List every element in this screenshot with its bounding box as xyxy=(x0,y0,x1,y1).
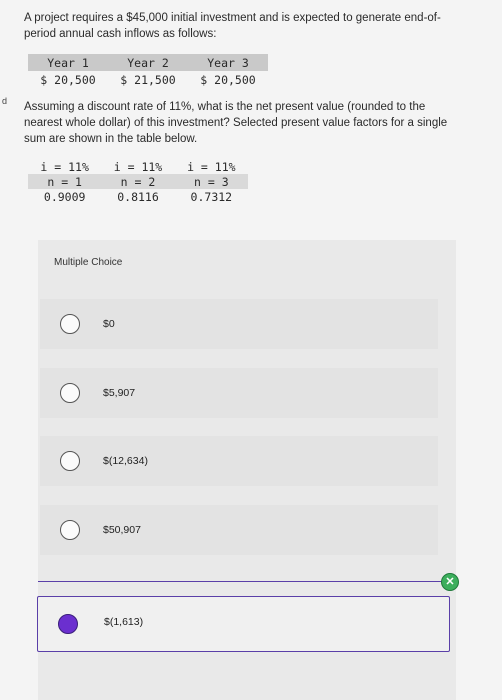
answer-focus-line xyxy=(38,581,442,582)
option-row-4[interactable] xyxy=(40,505,438,555)
pv-factor-n1: 0.9009 xyxy=(43,189,86,204)
cash-flow-value-year1: $ 20,500 xyxy=(40,72,96,87)
option-row-5[interactable] xyxy=(37,596,450,652)
cash-flow-value-year2: $ 21,500 xyxy=(120,72,176,87)
question-prompt-line2: nearest whole dollar) of this investment? Selected present value factors for a single xyxy=(24,117,448,129)
option-label-3: $(12,634) xyxy=(103,455,148,467)
option-radio-3[interactable] xyxy=(60,451,80,471)
option-label-5: $(1,613) xyxy=(104,616,144,628)
option-row-1[interactable] xyxy=(40,299,438,349)
cash-flow-header-year1: Year 1 xyxy=(47,55,89,70)
option-radio-1[interactable] xyxy=(60,314,80,334)
pv-rate-row xyxy=(28,159,248,174)
multiple-choice-title: Multiple Choice xyxy=(54,257,123,268)
option-label-2: $5,907 xyxy=(103,387,136,399)
pv-period-row xyxy=(28,174,248,189)
option-label-1: $0 xyxy=(103,318,115,330)
incorrect-x-icon: ✕ xyxy=(441,573,459,591)
option-label-4: $50,907 xyxy=(103,524,141,536)
cash-flow-value-row xyxy=(28,71,268,88)
question-intro-line1: A project requires a $45,000 initial investment and is expected to generate end-of- xyxy=(24,12,441,24)
pv-period-n2: n = 2 xyxy=(120,174,156,189)
cash-flow-table xyxy=(28,54,268,88)
question-prompt-line3: sum are shown in the table below. xyxy=(24,133,198,145)
margin-mark: d xyxy=(2,96,8,106)
cash-flow-value-year3: $ 20,500 xyxy=(200,72,256,87)
cash-flow-header-year3: Year 3 xyxy=(207,55,249,70)
option-row-2[interactable] xyxy=(40,368,438,418)
option-row-3[interactable] xyxy=(40,436,438,486)
pv-rate-n3: i = 11% xyxy=(187,159,236,174)
cash-flow-header-row xyxy=(28,54,268,71)
pv-period-n1: n = 1 xyxy=(47,174,82,189)
option-radio-5[interactable] xyxy=(58,614,78,634)
pv-period-n3: n = 3 xyxy=(194,174,229,189)
pv-factor-table xyxy=(28,159,248,204)
pv-rate-n1: i = 11% xyxy=(40,159,89,174)
question-prompt-line1: Assuming a discount rate of 11%, what is the net present value (rounded to the xyxy=(24,101,426,113)
pv-factor-n3: 0.7312 xyxy=(190,189,233,204)
pv-factor-row xyxy=(28,189,248,204)
option-radio-2[interactable] xyxy=(60,383,80,403)
pv-factor-n2: 0.8116 xyxy=(117,189,159,204)
question-intro-line2: period annual cash inflows as follows: xyxy=(24,28,217,40)
cash-flow-header-year2: Year 2 xyxy=(127,55,169,70)
pv-rate-n2: i = 11% xyxy=(113,159,163,174)
option-radio-4[interactable] xyxy=(60,520,80,540)
